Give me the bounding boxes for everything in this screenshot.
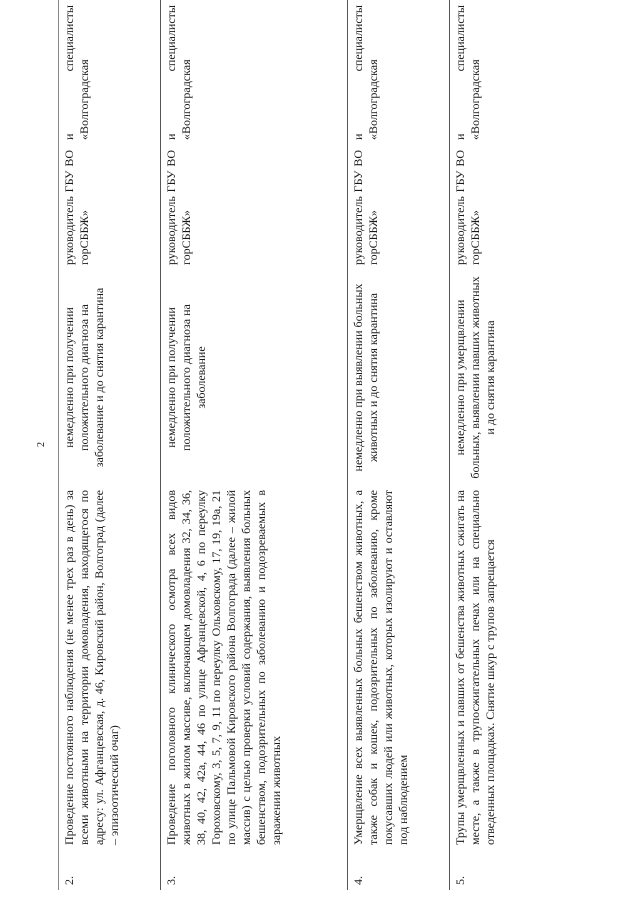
- executor-text: и специалисты «Волгоградская: [450, 0, 552, 145]
- table-row: [161, 0, 348, 890]
- measure-text: Проведение поголовного клинического осмотра всех видов животных в жилом массиве, включающем домовладения 32, 34, 36, 38, 40, 42, 42а, 44, 46 по улице Афганцевской, 4, 6 по переулку Гороховскому, 3, 5, 7, 9, 11 по переулку Ольховскому, 17, 19, 19а, 21 по улице Пальмовой Кировского района Волгограда (далее – жилой массив) с целью проверки условий содержания, выявления больных бешенством, подозрительных по заболеванию и подозреваемых в заражении животных: [161, 485, 348, 850]
- table-row: [348, 0, 450, 890]
- rotated-table-container: [58, 5, 638, 890]
- executor-text: и специалисты «Волгоградская: [348, 0, 450, 145]
- row-number: 3.: [161, 850, 348, 890]
- executor-text: и специалисты «Волгоградская: [161, 0, 348, 145]
- page-number: 2: [36, 442, 47, 447]
- responsible-text: руководитель ГБУ ВО горСББЖ»: [161, 145, 348, 270]
- executor-text: и специалисты «Волгоградская: [59, 0, 161, 145]
- measures-table: [58, 0, 551, 890]
- responsible-text: руководитель ГБУ ВО горСББЖ»: [348, 145, 450, 270]
- measure-text: Трупы умерщвленных и павших от бешенства животных сжигать на месте, а также в трупосжигательных печах или на специально отведенных площадках. Снятие шкур с трупов запрещается: [450, 485, 552, 850]
- row-number: 4.: [348, 850, 450, 890]
- table-row: [59, 0, 161, 890]
- row-number: 2.: [59, 850, 161, 890]
- responsible-text: руководитель ГБУ ВО горСББЖ»: [450, 145, 552, 270]
- table-row: [450, 0, 552, 890]
- deadline-text: немедленно при получении положительного диагноза на заболевание: [161, 270, 348, 485]
- responsible-text: руководитель ГБУ ВО горСББЖ»: [59, 145, 161, 270]
- measure-text: Проведение постоянного наблюдения (не менее трех раз в день) за всеми животными на территории домовладения, находящегося по адресу: ул. Афганцевская, д. 46, Кировский район, Волгоград (далее – эпизоотический очаг): [59, 485, 161, 850]
- row-number: 5.: [450, 850, 552, 890]
- measure-text: Умерщвление всех выявленных больных бешенством животных, а также собак и кошек, подозрительных по заболеванию, кроме покусавших людей или животных, которых изолируют и оставляют под наблюдением: [348, 485, 450, 850]
- deadline-text: немедленно при выявлении больных животных и до снятия карантина: [348, 270, 450, 485]
- deadline-text: немедленно при получении положительного диагноза на заболевание и до снятия карантина: [59, 270, 161, 485]
- deadline-text: немедленно при умерщвлении больных, выявлении павших животных и до снятия карантина: [450, 270, 552, 485]
